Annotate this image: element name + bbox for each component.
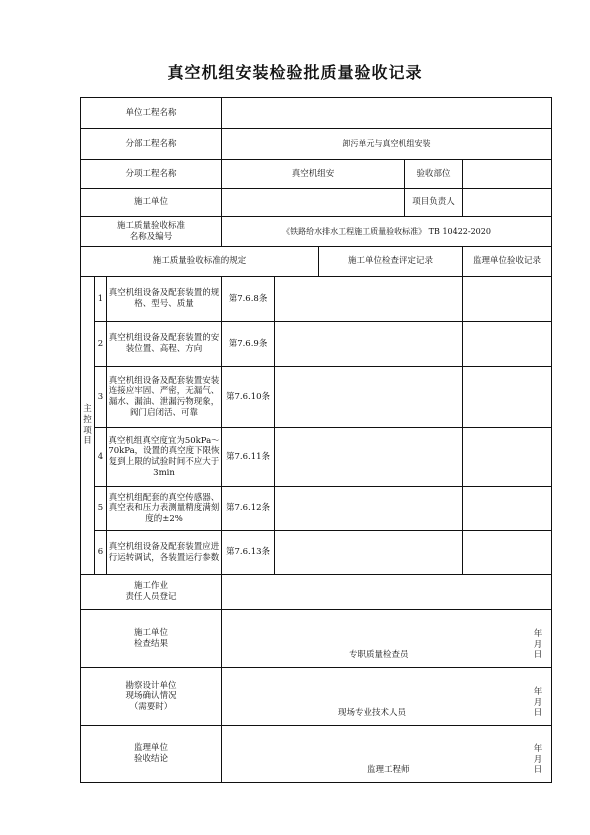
supervisor-check-cell[interactable]	[463, 531, 552, 575]
table-row	[81, 531, 552, 575]
division-label: 分部工程名称	[81, 129, 222, 160]
supervisor-signer: 监理工程师	[367, 765, 410, 776]
row-design-confirm	[81, 668, 552, 726]
supervisor-check-cell[interactable]	[463, 367, 552, 428]
standard-label-line1: 施工质量验收标准	[117, 220, 186, 231]
item-text: 真空机组设备及配套装置安装连接应牢固、严密，无漏气、漏水、漏油、泄漏污物现象，阀门启闭活、可靠	[107, 367, 222, 428]
contractor-result-label	[81, 610, 222, 668]
inspection-record-table	[80, 97, 552, 783]
contractor-check-cell[interactable]	[275, 322, 463, 367]
contractor-check-cell[interactable]	[275, 487, 463, 531]
unit-project-label: 单位工程名称	[81, 98, 222, 129]
item-text: 真空机组真空度宜为50kPa～70kPa，设置的真空度下限恢复到上限的试验时间不应大于3min	[107, 428, 222, 487]
item-clause: 第7.6.13条	[222, 531, 275, 575]
row-division	[81, 129, 552, 160]
division-value[interactable]: 卸污单元与真空机组安装	[222, 129, 552, 160]
item-number: 4	[95, 428, 107, 487]
main-control-label	[81, 277, 95, 575]
row-column-headers	[81, 247, 552, 277]
contractor-check-cell[interactable]	[275, 531, 463, 575]
supervisor-date: 年 月 日	[533, 744, 543, 776]
row-supervisor	[81, 726, 552, 783]
standard-label-line2: 名称及编号	[129, 231, 173, 242]
contractor-value[interactable]	[222, 189, 405, 217]
inspection-part-value[interactable]	[463, 160, 552, 189]
supervisor-label-line1: 监理单位	[134, 743, 169, 754]
supervisor-label	[81, 726, 222, 783]
item-clause: 第7.6.11条	[222, 428, 275, 487]
row-contractor	[81, 189, 552, 217]
supervisor-check-cell[interactable]	[463, 277, 552, 322]
col-header-supervisor-check: 监理单位验收记录	[463, 247, 552, 277]
contractor-label: 施工单位	[81, 189, 222, 217]
contractor-date: 年 月 日	[533, 629, 543, 661]
contractor-result-line2: 检查结果	[134, 638, 169, 649]
item-number: 1	[95, 277, 107, 322]
table-row	[81, 487, 552, 531]
item-number: 2	[95, 322, 107, 367]
supervisor-check-cell[interactable]	[463, 487, 552, 531]
row-unit-project	[81, 98, 552, 129]
workers-label-line2: 责任人员登记	[125, 592, 177, 602]
project-manager-value[interactable]	[463, 189, 552, 217]
workers-label-line1: 施工作业	[134, 581, 169, 592]
item-text: 真空机组设备及配套装置的安装位置、高程、方向	[107, 322, 222, 367]
row-contractor-result	[81, 610, 552, 668]
supervisor-label-line2: 验收结论	[134, 754, 169, 764]
item-clause: 第7.6.9条	[222, 322, 275, 367]
inspection-part-label: 验收部位	[405, 160, 463, 189]
item-clause: 第7.6.12条	[222, 487, 275, 531]
form-title: 真空机组安装检验批质量验收记录	[167, 63, 423, 82]
item-number: 5	[95, 487, 107, 531]
design-label-line1: 勘察设计单位	[125, 680, 177, 691]
contractor-result-line1: 施工单位	[134, 627, 169, 638]
item-number: 3	[95, 367, 107, 428]
col-header-spec: 施工质量验收标准的规定	[81, 247, 319, 277]
contractor-check-cell[interactable]	[275, 277, 463, 322]
design-value[interactable]	[222, 668, 552, 726]
design-label-line3: （需要时）	[129, 701, 173, 712]
design-label-line2: 现场确认情况	[125, 691, 177, 702]
table-row	[81, 322, 552, 367]
supervisor-value[interactable]	[222, 726, 552, 783]
subitem-value[interactable]: 真空机组安	[222, 160, 405, 189]
standard-value: 《铁路给水排水工程施工质量验收标准》 TB 10422-2020	[222, 217, 552, 247]
design-label	[81, 668, 222, 726]
row-workers	[81, 575, 552, 610]
table-row	[81, 428, 552, 487]
workers-value[interactable]	[222, 575, 552, 610]
design-signer: 现场专业技术人员	[338, 708, 407, 719]
workers-label	[81, 575, 222, 610]
item-text: 真空机组设备及配套装置应进行运转调试，各装置运行参数	[107, 531, 222, 575]
contractor-result-value[interactable]	[222, 610, 552, 668]
item-number: 6	[95, 531, 107, 575]
main-control-char: 主控项目	[83, 404, 92, 447]
subitem-label: 分项工程名称	[81, 160, 222, 189]
table-row	[81, 367, 552, 428]
contractor-check-cell[interactable]	[275, 428, 463, 487]
row-standard	[81, 217, 552, 247]
contractor-check-cell[interactable]	[275, 367, 463, 428]
supervisor-check-cell[interactable]	[463, 428, 552, 487]
row-subitem	[81, 160, 552, 189]
supervisor-check-cell[interactable]	[463, 322, 552, 367]
design-date: 年 月 日	[533, 687, 543, 719]
standard-label	[81, 217, 222, 247]
item-clause: 第7.6.8条	[222, 277, 275, 322]
col-header-contractor-check: 施工单位检查评定记录	[319, 247, 463, 277]
unit-project-value[interactable]	[222, 98, 552, 129]
project-manager-label: 项目负责人	[405, 189, 463, 217]
item-text: 真空机组配套的真空传感器、真空表和压力表测量精度满刻度的±2%	[107, 487, 222, 531]
item-text: 真空机组设备及配套装置的规格、型号、质量	[107, 277, 222, 322]
table-row	[81, 277, 552, 322]
item-clause: 第7.6.10条	[222, 367, 275, 428]
contractor-signer: 专职质量检查员	[349, 650, 409, 661]
